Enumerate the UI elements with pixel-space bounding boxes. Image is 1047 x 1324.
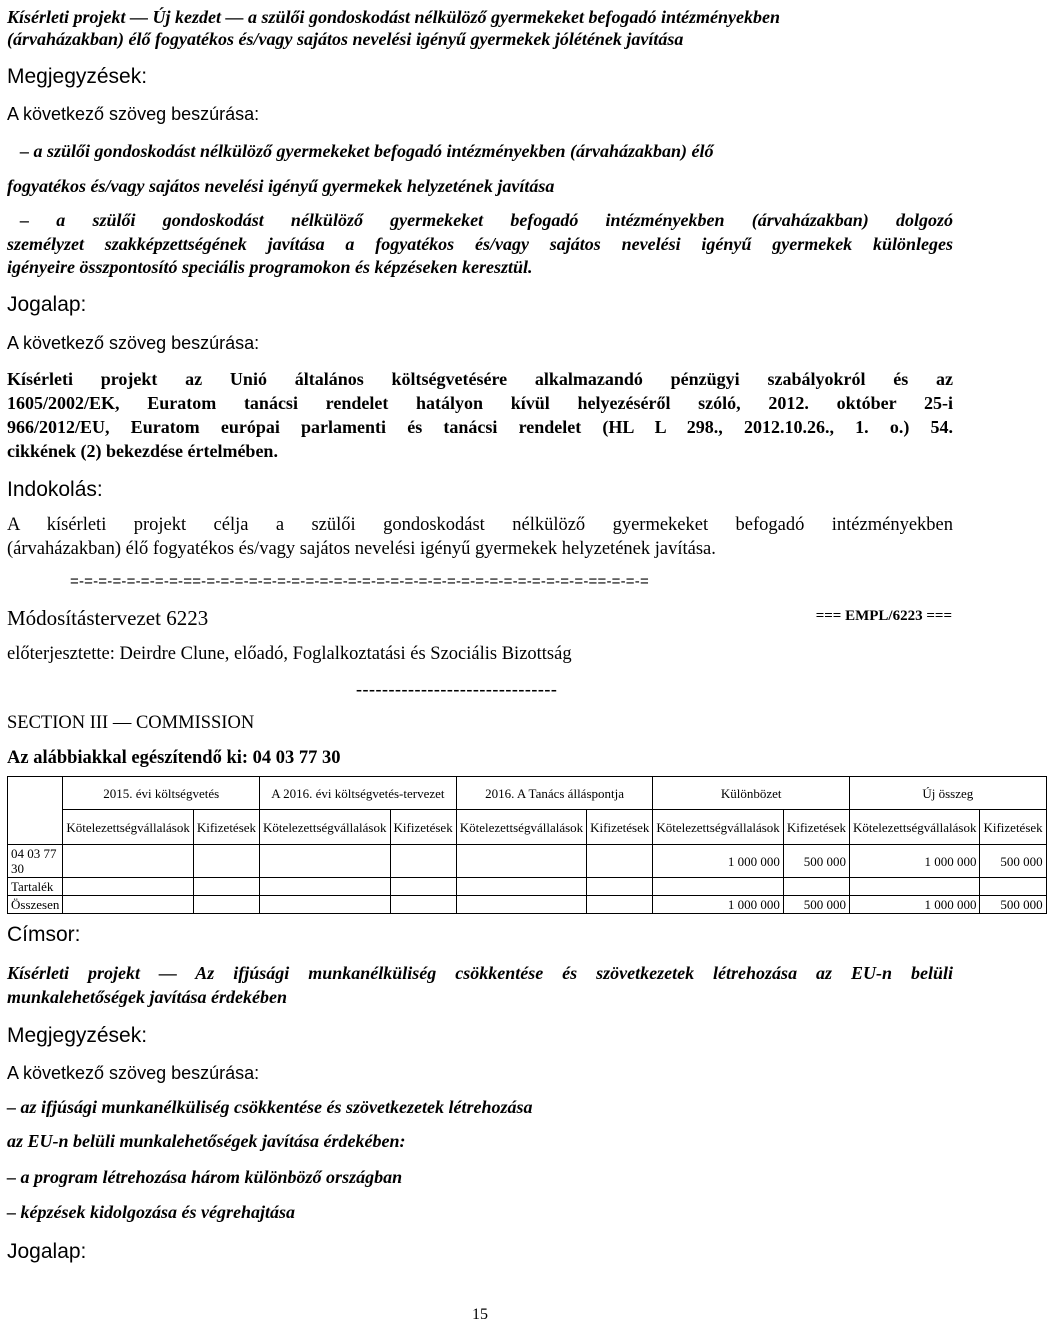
table-cell	[390, 878, 456, 896]
table-header-row	[8, 777, 1047, 810]
table-cell	[456, 878, 586, 896]
table-cell	[260, 845, 390, 878]
table-cell	[587, 896, 653, 914]
table-cell	[260, 878, 390, 896]
legal-basis-line-3: 966/2012/EU, Euratom európai parlamenti és tanácsi rendelet (HL L 298., 2012.10.26., 1. o.) 54.	[7, 417, 953, 437]
table-cell: 1 000 000	[653, 845, 783, 878]
divider-dashes: -------------------------------	[356, 679, 558, 699]
col-group-2015-budget: 2015. évi költségvetés	[63, 777, 260, 810]
col-group-difference: Különbözet	[653, 777, 850, 810]
page-number: 15	[472, 1306, 488, 1323]
legal-basis-line-2: 1605/2002/EK, Euratom tanácsi rendelet hatályon kívül helyezéséről szóló, 2012. október 25-i	[7, 393, 953, 413]
section-title: SECTION III — COMMISSION	[7, 713, 255, 733]
amendment-code: === EMPL/6223 ===	[815, 608, 952, 624]
table-cell: 1 000 000	[653, 896, 783, 914]
col-payments: Kifizetések	[193, 810, 259, 845]
insert-label: A következő szöveg beszúrása:	[7, 1063, 260, 1083]
table-cell: 500 000	[980, 896, 1046, 914]
justification-line-2: (árvaházakban) élő fogyatékos és/vagy sajátos nevelési igényű gyermekek helyzetének javítása.	[7, 539, 716, 559]
note-item-2-line-3: igényeire összpontosító speciális programokon és képzéseken keresztül.	[7, 257, 533, 277]
note-item-1-line-1: – a szülői gondoskodást nélkülöző gyermekeket befogadó intézményekben (árvaházakban) élő	[20, 141, 714, 161]
insert-label: A következő szöveg beszúrása:	[7, 104, 260, 124]
table-cell	[390, 845, 456, 878]
table-cell	[653, 878, 783, 896]
legal-basis-line-1: Kísérleti projekt az Unió általános költségvetésére alkalmazandó pénzügyi szabályokról és az	[7, 369, 953, 389]
table-cell	[587, 845, 653, 878]
col-payments: Kifizetések	[783, 810, 849, 845]
table-cell	[63, 878, 193, 896]
table-cell	[980, 878, 1046, 896]
table-cell	[456, 845, 586, 878]
col-commitments: Kötelezettségvállalások	[260, 810, 390, 845]
table-row	[8, 845, 1047, 878]
table-cell	[587, 878, 653, 896]
col-commitments: Kötelezettségvállalások	[850, 810, 980, 845]
title-heading: Címsor:	[7, 923, 81, 946]
title-line-1: Kísérleti projekt — Az ifjúsági munkanélküliség csökkentése és szövetkezetek létrehozása az EU-n belüli	[7, 963, 953, 983]
table-subheader-row	[8, 810, 1047, 845]
insert-label: A következő szöveg beszúrása:	[7, 333, 260, 353]
note-item: – az ifjúsági munkanélküliség csökkentése és szövetkezetek létrehozása	[7, 1097, 533, 1117]
note-item: – képzések kidolgozása és végrehajtása	[7, 1202, 295, 1222]
title-line-2: (árvaházakban) élő fogyatékos és/vagy sajátos nevelési igényű gyermekek jólétének javítása	[7, 29, 684, 49]
note-item-1-line-2: fogyatékos és/vagy sajátos nevelési igényű gyermekek helyzetének javítása	[7, 176, 555, 196]
notes-heading: Megjegyzések:	[7, 65, 148, 88]
row-label: 04 03 77 30	[8, 845, 63, 878]
note-item: – a program létrehozása három különböző országban	[7, 1167, 403, 1187]
legal-basis-heading: Jogalap:	[7, 1240, 87, 1263]
justification-heading: Indokolás:	[7, 478, 103, 501]
table-cell: 500 000	[783, 896, 849, 914]
legal-basis-line-4: cikkének (2) bekezdése értelmében.	[7, 441, 278, 461]
budget-table	[7, 776, 1047, 914]
table-cell	[850, 878, 980, 896]
note-item-2-line-2: személyzet szakképzettségének javítása a fogyatékos és/vagy sajátos nevelési igényű gyermekek különleges	[7, 234, 953, 254]
table-cell	[63, 896, 193, 914]
document-title	[7, 6, 953, 50]
col-payments: Kifizetések	[587, 810, 653, 845]
col-payments: Kifizetések	[980, 810, 1046, 845]
table-row	[8, 896, 1047, 914]
table-cell	[456, 896, 586, 914]
table-cell: 1 000 000	[850, 845, 980, 878]
table-cell	[783, 878, 849, 896]
notes-heading: Megjegyzések:	[7, 1024, 148, 1047]
legal-basis-heading: Jogalap:	[7, 293, 87, 316]
col-commitments: Kötelezettségvállalások	[653, 810, 783, 845]
separator: =-=-=-=-=-=-=-=-==-=-=-=-=-=-=-=-=-=-=-=-=-=-=-=-=-=-=-=-=-=-=-=-=-=-=-=-==-=-=-=	[70, 573, 649, 590]
col-commitments: Kötelezettségvállalások	[63, 810, 193, 845]
table-cell	[193, 896, 259, 914]
note-item-2-line-1: – a szülői gondoskodást nélkülöző gyermekeket befogadó intézményekben (árvaházakban) dolgozó	[20, 210, 953, 230]
col-group-new-amount: Új összeg	[850, 777, 1047, 810]
table-cell	[63, 845, 193, 878]
table-cell: 1 000 000	[850, 896, 980, 914]
table-cell	[193, 845, 259, 878]
col-commitments: Kötelezettségvállalások	[456, 810, 586, 845]
justification-line-1: A kísérleti projekt célja a szülői gondoskodást nélkülöző gyermekeket befogadó intézményekben	[7, 515, 953, 535]
row-label: Tartalék	[8, 878, 63, 896]
note-item: az EU-n belüli munkalehetőségek javítása érdekében:	[7, 1131, 406, 1151]
col-group-council-position: 2016. A Tanács álláspontja	[456, 777, 653, 810]
title-line-2: munkalehetőségek javítása érdekében	[7, 987, 287, 1007]
table-cell	[390, 896, 456, 914]
title-line-1: Kísérleti projekt — Új kezdet — a szülői gondoskodást nélkülöző gyermekeket befogadó intézményekben	[7, 7, 780, 27]
budget-line-statement: Az alábbiakkal egészítendő ki: 04 03 77 30	[7, 748, 341, 768]
table-cell	[260, 896, 390, 914]
table-row	[8, 878, 1047, 896]
amendment-title: Módosítástervezet 6223	[7, 606, 209, 630]
col-payments: Kifizetések	[390, 810, 456, 845]
col-group-2016-draft: A 2016. évi költségvetés-tervezet	[260, 777, 457, 810]
table-cell	[193, 878, 259, 896]
table-cell: 500 000	[980, 845, 1046, 878]
row-label: Összesen	[8, 896, 63, 914]
tabled-by: előterjesztette: Deirdre Clune, előadó, Foglalkoztatási és Szociális Bizottság	[7, 644, 572, 664]
table-cell: 500 000	[783, 845, 849, 878]
